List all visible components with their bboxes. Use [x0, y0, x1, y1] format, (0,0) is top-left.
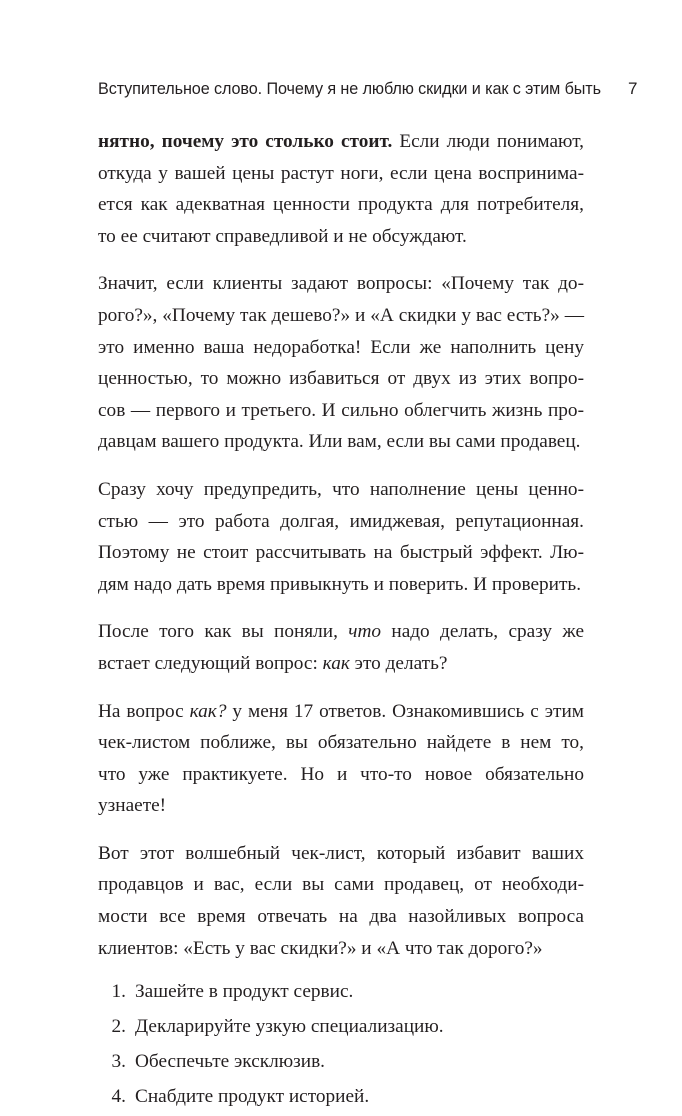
text-line: откуда у вашей цены растут ноги, если цена воспринима-	[98, 162, 584, 184]
text-line: чек-листом поближе, вы обязательно найдете в нем то,	[98, 732, 584, 754]
text-line: После того как вы поняли, что надо делать, сразу же	[98, 621, 585, 643]
paragraph-2	[98, 268, 584, 458]
text-line: сов — первого и третьего. И сильно облегчить жизнь про-	[98, 399, 584, 421]
italic-word: как?	[189, 700, 227, 722]
text-line: встает следующий вопрос: как это делать?	[98, 652, 448, 674]
list-item	[98, 1011, 584, 1046]
running-header	[98, 79, 638, 99]
text-line: клиентов: «Есть у вас скидки?» и «А что так дорого?»	[98, 937, 543, 959]
list-item-number: 2.	[111, 1016, 126, 1038]
paragraph-1	[98, 126, 584, 252]
list-item-text: Обеспечьте эксклюзив.	[135, 1051, 326, 1073]
text-line: то ее считают справедливой и не обсуждают.	[98, 225, 467, 247]
checklist	[98, 976, 584, 1116]
list-item-text: Декларируйте узкую специализацию.	[135, 1016, 444, 1038]
body-text	[98, 126, 584, 1116]
text-line: дям надо дать время привыкнуть и поверить. И проверить.	[98, 573, 582, 595]
page-number: 7	[627, 79, 638, 98]
text-line: рого?», «Почему так дешево?» и «А скидки у вас есть?» —	[98, 304, 584, 326]
list-item-text: Зашейте в продукт сервис.	[135, 981, 354, 1003]
italic-word: как	[322, 652, 350, 674]
list-item	[98, 976, 584, 1011]
paragraph-3	[98, 474, 584, 600]
text-line: Вот этот волшебный чек-лист, который избавит ваших	[98, 842, 584, 864]
text-line: ется как адекватная ценности продукта для потребителя,	[98, 194, 584, 216]
paragraph-4	[98, 616, 584, 679]
text-line: что уже практикуете. Но и что-то новое обязательно	[98, 763, 584, 785]
paragraph-6	[98, 838, 584, 964]
list-item	[98, 1081, 584, 1116]
paragraph-5	[98, 696, 584, 822]
chapter-title: Вступительное слово. Почему я не люблю скидки и как с этим быть	[98, 80, 601, 98]
text-line: стью — это работа долгая, имиджевая, репутационная.	[98, 510, 584, 532]
list-item-text: Снабдите продукт историей.	[135, 1086, 370, 1108]
text-line: Значит, если клиенты задают вопросы: «Почему так до-	[98, 273, 584, 295]
text-line: ценностью, то можно избавиться от двух из этих вопро-	[98, 368, 584, 390]
bold-phrase: нятно, почему это столько стоит.	[98, 131, 393, 152]
text-line: Поэтому не стоит рассчитывать на быстрый эффект. Лю-	[98, 542, 584, 564]
text-line: Сразу хочу предупредить, что наполнение цены ценно-	[98, 478, 584, 500]
list-item-number: 4.	[111, 1086, 126, 1108]
italic-word: что	[348, 621, 382, 643]
list-item	[98, 1046, 584, 1081]
text-line: узнаете!	[98, 795, 167, 817]
text-line: нятно, почему это столько стоит. Если люди понимают,	[98, 131, 584, 152]
text-line: На вопрос как? у меня 17 ответов. Ознакомившись с этим	[98, 700, 585, 722]
list-item-number: 3.	[111, 1051, 126, 1073]
list-item-number: 1.	[111, 981, 126, 1003]
text-line: давцам вашего продукта. Или вам, если вы сами продавец.	[98, 431, 581, 453]
text-line: мости все время отвечать на два назойливых вопроса	[98, 906, 584, 928]
text-line: это именно ваша недоработка! Если же наполнить цену	[98, 336, 584, 358]
text-line: продавцов и вас, если вы сами продавец, от необходи-	[98, 874, 584, 896]
